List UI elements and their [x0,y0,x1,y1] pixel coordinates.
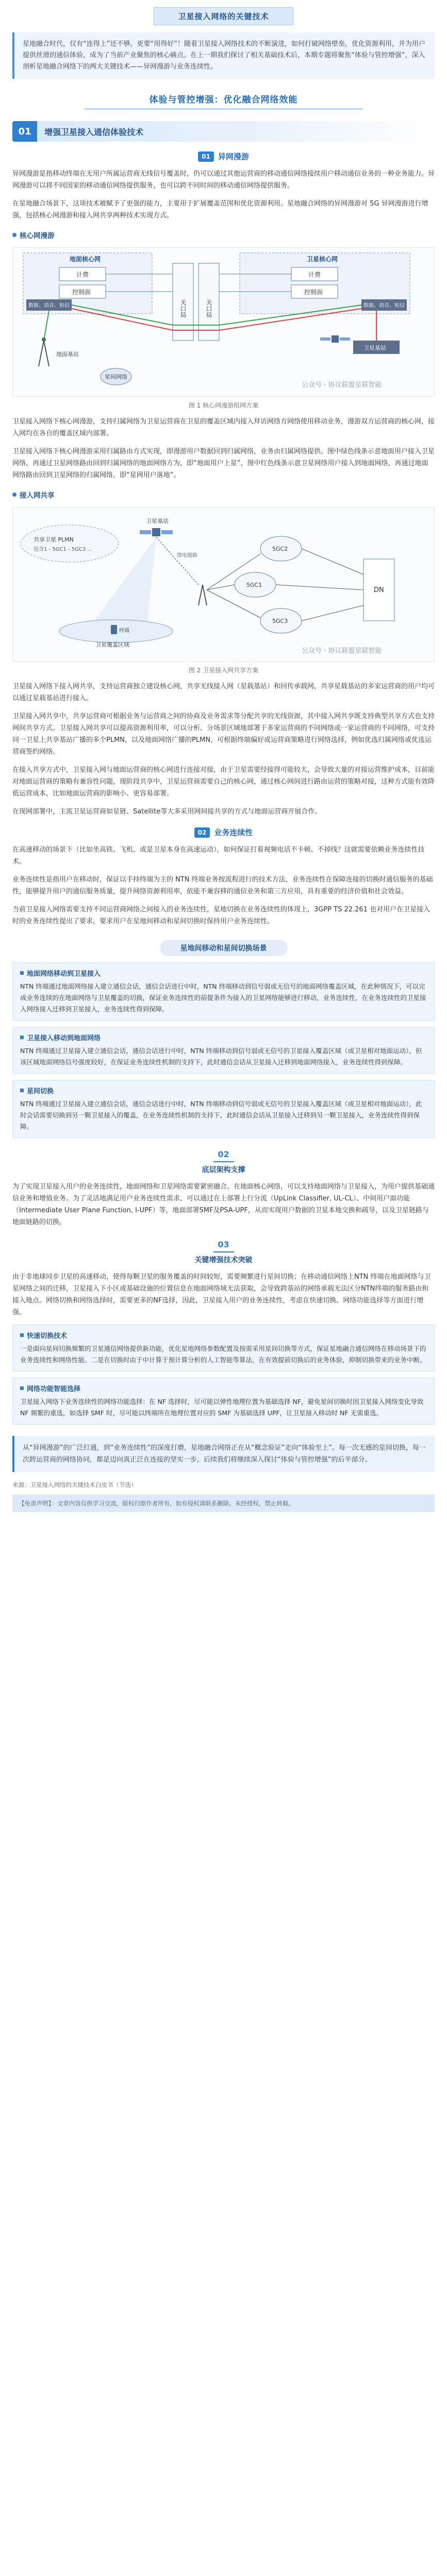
case-3-title [20,1086,427,1095]
ue-label: 终端 [119,628,129,634]
topic-banner [12,940,435,956]
figure-1-caption: 图 1 核心网漫游组网方案 [188,402,259,409]
link-5gc3-dn [302,605,363,621]
satellite-icon [140,528,173,536]
case-1-text: NTN 终端通过地面网络接入建立通信会话，通信会话进行中时，NTN 终端移动到信号弱或无信号的地面网络覆盖区域，在此种情况下，可以完成业务连续的在地面网络与卫星覆盖的切换，保证业务连续性的前提条件为接入的卫星网络能够进行移动，业务连续性，在业务连续性的卫星接入网络接入迁移到卫星接入，业务连续性得到保障。 [20,982,426,1013]
case-3-title-text: 星间切换 [27,1088,54,1095]
heading-architecture [12,1149,435,1175]
feeder-link-line [156,537,198,585]
square-bullet-icon [20,1333,24,1337]
right-control-label: 控制面 [304,289,323,296]
right-user-plane-label: 数据、语音、短信 [363,303,405,309]
section-title: 体验与管控增强：优化融合网络效能 [149,95,298,105]
ground-station-icon [198,585,207,605]
case-1-title [20,968,427,978]
ue-phone-icon [111,625,117,634]
heading-enhancement-title: 关键增强技术突破 [194,1256,253,1264]
case-2-text: NTN 终端通过卫星接入建立通信会话，通信会话进行中时，NTN 终端移动到信号弱或无信号的卫星接入覆盖区域（或卫星相对地面运动），但该区域地面网络信号强度较好，在保证业务连续性机制的支持下，此时通信会话从卫星接入迁移到地面网络接入，业务连续性得到保障。 [20,1047,422,1066]
ran-sharing-diagram [13,507,434,662]
paragraph-core-roaming-1: 卫星接入网络下核心网漫游，支持归属网络为卫星运营商在卫星的覆盖区域内接入拜访网络方网络使用移动业务，漫游双方运营商的核心网，接入网均在各自的覆盖区域内部署。 [12,418,435,437]
case-2-title-text: 卫星接入移动到地面网络 [27,1035,101,1042]
case-inter-satellite [12,1080,435,1138]
paragraph-continuity-3: 当前卫星接入网络需要支持不同运营商网络之间接入的业务连续性，星地切换在业务连续性的体现上，3GPP TS 22.261 也对用户在卫星接入时的业务连续性提出了要求，要求用户在星地间移动和星间切换时保持用户业务连续性。 [12,906,431,925]
fast-handover-box [12,1325,435,1371]
paragraph-roaming-def: 异网漫游是指移动终端在无用户所属运营商无线信号覆盖时，仍可以通过其他运营商的移动通信网络接续用户移动通信业务的一种业务能力。异网漫游可以将不同国家的移动通信网络提供服务，也可以跨不同时间的移动通信网络提供服务。 [12,170,435,190]
source-note: 来源：卫星接入网络的关键技术白皮书（节选） [12,1481,137,1488]
nf-selection-box [12,1378,435,1425]
shared-plmn-cloud [21,525,119,562]
subsection-1-heading [12,151,435,162]
bullet-dot-icon [12,233,16,237]
figure-2-caption: 图 2 卫星接入网共享方案 [188,667,259,674]
figure-2-watermark: 公众号 · 协议联盟星联智能 [302,647,382,655]
paragraph-continuity-1: 在高速移动的场景下（比如坐高铁、飞机、或是卫星本身在高速运动），如何保证打着视频电话不卡顿、不掉线？这就需要依赖业务连续性技术。 [12,846,425,866]
paragraph-continuity-2: 业务连续性是指用户在移动时，保证以手持终端为主的 NTN 终端业务按流程进行的技术方法，业务连续性在保障连接的切换时通信服务的基础性，能够提升用户的通信服务质量，提升网络资源利用率，依能不兼容移的通信业务和第三方应用，具有重要的经济价值和社会效益。 [12,876,433,895]
bullet-core-roaming [12,230,435,240]
square-bullet-icon [20,1089,24,1092]
left-user-plane-label: 数据、语音、短信 [28,303,70,309]
link-5gc2-dn [302,549,363,574]
core-5gc2-label: 5GC2 [272,546,288,552]
satellite-label: 卫星基站 [146,518,169,524]
subsection-1-number: 01 [198,151,214,162]
figure-ran-sharing [12,507,435,662]
link-5gc1-dn [276,585,363,590]
inter-network-label: 星间网络 [105,374,127,380]
case-3-text: NTN 终端通过卫星接入建立通信会话，通信会话进行中时，NTN 终端移动到信号弱或无信号的卫星接入覆盖区域（或卫星相对地面运动），此时会话需要切换到另一颗卫星接入的覆盖，在业务连续性机制的支持下，此时通信会话从卫星接入迁移到另一颗卫星接入，业务连续性得到保障。 [20,1100,422,1130]
intro-box: 星地融合时代，仅有“连得上”还不够，更要“用得好”！随着卫星接入网络技术的不断演进，如何打破网络壁垒，优化资源利用，并为用户提供丝滑的通信体验，成为了当前产业聚焦的核心痛点。在上一期我们探讨了相关基础技术后，本期专题将聚焦“体验与管控增强”，深入剖析星地融合网络下的两大关键技术——异网漫游与业务连续性。 [12,32,435,79]
paragraph-ran-sharing-4: 在现网部署中，主流卫星运营商如星链、Satellite等大多采用网间接共享的方式与地面运营商开展合作。 [12,808,322,816]
heading-architecture-number: 02 [218,1149,229,1159]
paragraph-ran-sharing-3: 在接入共享方式中，卫星接入网与地面运营商的核心网进行连接对接，由于卫星需要经接得可能较大，会导致大量的对接运营维护成本，目前能对地面运营商的策略有兼容性问题，现阶段共享中，卫星运营商需要自己的核心网，通过核心网间进行路由运营的策略对接，这种方式能有效降低运营成本，比如地面运营商的影响小、更容易部署。 [12,766,435,798]
shared-plmn-label: 共享卫星 PLMN [34,536,74,543]
section-underline [85,108,363,110]
case-ground-to-satellite [12,962,435,1021]
fast-handover-text: 一是面向星间切换频繁的卫星通信网络提供新功能，优化星地网络参数配置及按需采用星间切换等方式，保证星地融合通信网络在移动场景下的业务连续性和网络性能。二是在切换时由于中计算于预计算分析的人工智能等算法，在有效提前切换后的业务体验，抑制切换带来的业务中断。 [20,1345,426,1364]
heading-architecture-line [213,1161,234,1162]
paragraph-core-roaming-2: 卫星接入网络下核心网漫游采用归属路由方式实现，即漫游用户数据回到归属网络，业务由归属网络提供。图中绿色线条示意地面用户接入卫星网络，再通过卫星网络路由回到归属网络的地面网络方为，即“地面用户上星”，图中红色线条示意卫星网络用户接入到地面网络，再通过地面网络路由回到卫星网络的归属网络，即“星网用户落地”。 [12,448,435,479]
subsection-2-title: 业务连续性 [214,828,253,837]
heading-enhancement [12,1240,435,1265]
paragraph-roaming-scope: 在星地融合场景下，这项技术被赋予了更强的能力，主要用于扩展覆盖范围和优化资源利用。星地融合网络的异网漫游对 5G 异网漫游进行增强，包括核心网漫游和接入网共享两种技术实现方式。 [12,200,428,219]
bullet-core-roaming-label: 核心网漫游 [20,232,55,240]
paragraph-ran-sharing-2: 卫星接入网共享中，共享运营商可根据业务与运营商之间的协商及业务需求等分配共享的无线资源，其中接入网共享既支持典型共享方式也支持网间共享方式。卫星接入网共享可以提高资源利用率，可以分析、分场景区域地部署于多家运营商的不同网络或一家运营商的不同网络，可支持同一卫星上共享基站广播的多个PLMN，以及地面网络广播的PLMN，可根据终端偏好或运营商策略进行网络选择，例如优选归属网络或优选运营商签约网络。 [12,713,435,756]
gateway-left-label: 关口局 [179,299,187,318]
paragraph-ran-sharing-1: 卫星接入网络下接入网共享，支持运营商独立建设核心网，共享无线接入网（星载基站）和回传承载网，共享星载基站的多家运营商的用户均可以通过星载基站进行接入。 [12,683,435,702]
bullet-ran-sharing-label: 接入网共享 [20,492,55,500]
right-core-network-label: 卫星核心网 [307,256,338,263]
title-wrap [12,0,435,25]
shared-plmn-detail: 包含1 - 5GC1 - 5GC3 ... [34,547,92,552]
satellite-station-label: 卫星基站 [363,345,386,351]
ground-base-station-icon [39,337,49,366]
heading-enhancement-number: 03 [218,1240,229,1249]
ground-base-station-label: 地面基站 [56,351,79,358]
left-core-network-label: 地面核心网 [70,256,101,263]
paragraph-enhancement: 由于非地球同步卫星的高速移动，使得每颗卫星的服务覆盖的时间较短，需要频繁进行星间切换；在移动通信网络上NTN 终端在地面网络与卫星网络之间的迁移，卫星接入下小区或基础设施的位置信息在地面网络域无法获取，会导致跨基站的网络承载无法区分NTN终端的服务路由和接入地点。网络切换和网络选择时，需要更多的NF选择，因此，卫星接入用户的业务连续性，考虑在快速切换、网络功能选择等方面进行增强。 [12,1273,431,1316]
subsection-2-number: 02 [194,827,210,838]
coverage-area-label: 卫星覆盖区域 [95,641,129,648]
nf-selection-text: 卫星接入网络下业务连续性的网络功能选择：在 NF 选择时，尽可能以弹性地理位置为基础选择 NF，避免星间切换时因卫星接入网络变化导致 NF 频繁的重选，如选择 SMF 时，尽可能以终端所在地理位置对应的 SMF 为基础选择 UPF，让卫星接入移动时 NF 无需重选。 [20,1398,424,1417]
left-control-label: 控制面 [72,289,91,296]
case-1-title-text: 地面网络移动到卫星接入 [27,970,101,978]
heading-enhancement-line [213,1251,234,1252]
topic-banner-label: 星地间移动和星间切换场景 [160,940,288,956]
case-2-title [20,1032,427,1042]
square-bullet-icon [20,971,24,975]
paragraph-architecture: 为了实现卫星接入用户的业务连续性，地面网络和卫星网络需要紧密融合。在地面核心网络，可以支持地面网络与卫星接入，为用户提供基础通信业务和增值业务。为了灵活地满足用户业务连续性需求，可以通过在上部署上行分流（UpLink Classifier, UL-CL）、中间用户面功能（Intermediate User Plane Function, I-UPF）等，地面部署SMF及PSA-UPF，从而实现用户数据的卫星本地交换和疏导，以及卫星链路与地面链路的切换。 [12,1183,435,1226]
nf-selection-title [20,1383,427,1393]
subsection-1-title: 异网漫游 [218,152,249,161]
ground-uplink-line [44,311,49,341]
core-5gc3-label: 5GC3 [272,618,288,624]
satellite-icon [320,335,350,343]
square-bullet-icon [20,1036,24,1039]
bullet-dot-icon [12,493,16,497]
fast-handover-title-text: 快速切换技术 [27,1332,68,1340]
chapter-1-title: 增强卫星接入通信体验技术 [44,127,144,137]
left-billing-label: 计费 [76,271,89,278]
core-roaming-diagram [13,248,434,397]
gateway-right-label: 关口局 [205,299,212,318]
disclaimer-box: 【免责声明】：文章内容仅供学习交流，版权归原作者所有，如有侵权请联系删除。未经授权，禁止转载。 [12,1495,435,1512]
right-billing-label: 计费 [308,271,321,278]
subsection-2-heading [12,827,435,838]
square-bullet-icon [20,1386,24,1390]
chapter-1-number: 01 [12,121,37,142]
conclusion-box: 从“异网漫游”的广泛打通，到“业务连续性”的深度打磨，星地融合网络正在从“概念验证”走向“体验至上”。每一次无感的星间切换，每一次跨运营商的网络协同，都是迈向真正泛在连接的坚实一步。后续我们将继续深入探讨“体验与管控增强”的后半部分。 [12,1436,435,1472]
dn-label: DN [374,586,384,594]
heading-architecture-title: 底层架构支撑 [202,1166,245,1174]
figure-1-watermark: 公众号 · 协议联盟星联智能 [302,381,382,389]
fast-handover-title [20,1330,427,1340]
section-heading [12,92,435,110]
nf-selection-title-text: 网络功能智能选择 [27,1385,81,1393]
case-satellite-to-ground [12,1027,435,1074]
article-title: 卫星接入网络的关键技术 [154,7,293,25]
feeder-link-label: 馈电链路 [177,553,197,558]
chapter-1-header [12,121,435,142]
figure-core-roaming [12,247,435,397]
bullet-ran-sharing [12,489,435,500]
core-5gc1-label: 5GC1 [246,582,262,588]
